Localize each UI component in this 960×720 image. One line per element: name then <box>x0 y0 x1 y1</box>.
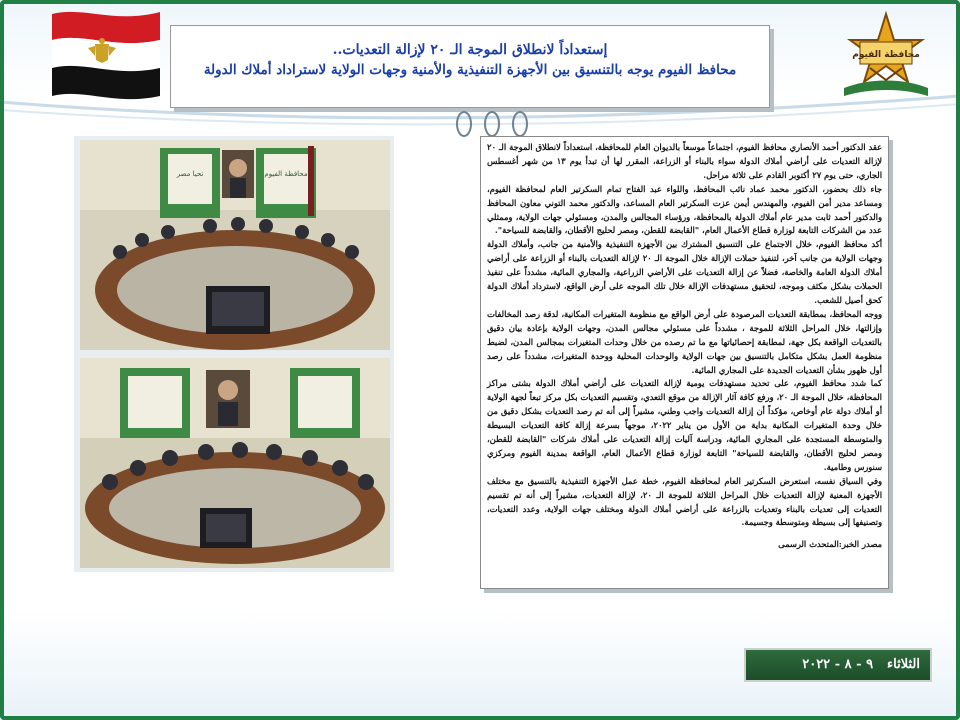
headline-line-1: إستعداداً لانطلاق الموجة الـ ٢٠ لإزالة التعديات.. <box>332 42 608 58</box>
banner-text-right: محافظة الفيوم <box>264 170 308 178</box>
article-paragraph-1: عقد الدكتور أحمد الأنصاري محافظ الفيوم، اجتماعاً موسعاً بالديوان العام للمحافظة، استعداداً لانطلاق الموجة الـ ٢٠ لإزالة التعديات على أراضي أملاك الدولة سواء بالبناء أو الزراعة، المقرر لها أن تبدأ يوم ١٣ من شهر أغسطس الجاري، حتى يوم ٢٧ أكتوبر القادم على ثلاثة مراحل. <box>487 142 882 180</box>
article-paragraph-3: أكد محافظ الفيوم، خلال الاجتماع على التنسيق المشترك بين الأجهزة التنفيذية والأمنية من جانب، وأملاك الدولة وجهات الولاية من جانب آخر، لتنفيذ حملات الإزالة خلال الموجة الـ ٢٠ لإزالة التعديات بالبناء أو الزراعة على أراضي أملاك الدولة العامة والخاصة، فضلاً عن إزالة التعديات على الأراضي الزراعية، والمجاري المائية، مشدداً على تنفيذ الحملات بشكل مكثف وموجه، لتحقيق مستهدفات الإزالة خلال تلك الموجه على أرض الواقع، لاسترداد أملاك الدولة كحق أصيل للشعب. <box>487 239 882 305</box>
logo-caption: محافظة الفيوم <box>852 50 920 60</box>
article-paragraph-4: ووجه المحافظ، بمطابقة التعديات المرصودة على أرض الواقع مع منظومة المتغيرات المكانية، لدقة رصد المخالفات وإزالتها، خلال المراحل الثلاثة للموجة ، مشدداً على مسئولي مجالس المدن، وجهات الولاية بإعادة بيان دقيق بالتعديات الواقعة بكل جهة، لمطابقة إحصائياتها مع ما تم رصده من خلال وحدات المتغيرات بمجالس المدن، لضبط منظومة العمل بشكل متكامل بالتنسيق بين جهات الولاية والوحدات المحلية ووحدة المتغيرات، مشدداً على رصد أول ظهور بشأن التعديات الجديدة على المجاري المائية. <box>487 308 882 375</box>
date-day: الثلاثاء <box>887 657 920 672</box>
headline-line-2: محافظ الفيوم يوجه بالتنسيق بين الأجهزة التنفيذية والأمنية وجهات الولاية لاستراداد أملاك الدولة <box>203 62 737 78</box>
date-value: ٩ - ٨ - ٢٠٢٢ <box>802 657 874 672</box>
news-source: مصدر الخبر:المتحدث الرسمى <box>778 539 882 550</box>
banner-text-left: تحيا مصر <box>176 170 204 178</box>
article-paragraph-2: جاء ذلك بحضور، الدكتور محمد عماد نائب المحافظ، واللواء عبد الفتاح تمام السكرتير العام لمحافظة الفيوم، ومساعد مدير أمن الفيوم، والمهندس أيمن عزت السكرتير العام المساعد، والدكتور محمد التوني معاون المحافظ والدكتور أحمد ثابت مدير عام أملاك الدولة بالمحافظة، ورؤساء المجالس والمدن، ومسئولي جهات الولاية، وممثلي عدد من الشركات التابعة لوزارة قطاع الأعمال العام، "القابضة للقطن، ومصر لحليج الأقطان، والقابضة للسياحة". <box>487 183 882 236</box>
article-paragraph-6: وفي السياق نفسه، استعرض السكرتير العام لمحافظة الفيوم، خطة عمل الأجهزة التنفيذية بالتنسيق مع مختلف الأجهزة المعنية لإزالة التعديات خلال المراحل الثلاثة للموجة الـ ٢٠، لإزالة التعديات، مشيراً إلى أنه تم تقسيم التعديات إلى تعديات بالبناء وتعديات بالزراعة على أراضي أملاك الدولة ومختلف جهات الولاية، وعدد التعديات، وتصنيفها إلى بسيطة ومتوسطة وجسيمة. <box>487 475 882 528</box>
article-paragraph-5: كما شدد محافظ الفيوم، على تحديد مستهدفات يومية لإزالة التعديات على أراضي أملاك الدولة بشتى مراكز المحافظة، خلال الموجة الـ ٢٠، ورفع كافة آثار الإزالة من موقع التعدي، وتقسيم التعديات بكل مركز تبعاً لجهة الولاية أو أملاك دولة عام أوخاص، مؤكداً أن إزالة التعديات واجب وطني، مشيراً إلى أنه تم رصد التعديات بشكل دقيق من خلال وحدة المتغيرات المكانية بداية من الأول من يناير ٢٠٢٢، موجهاً بسرعة إزالة كافة التعديات البسيطة والمتوسطة المستجدة على المجاري المائية، ودراسة آليات إزالة التعديات على أملاك شركات "القابضة للقطن، ومصر لحليج الأقطان، والقابضة للسياحة" التابعة لوزارة قطاع الأعمال العام، الواقعة بمدينة الفيوم ومركزي سنورس وطامية. <box>487 378 883 472</box>
